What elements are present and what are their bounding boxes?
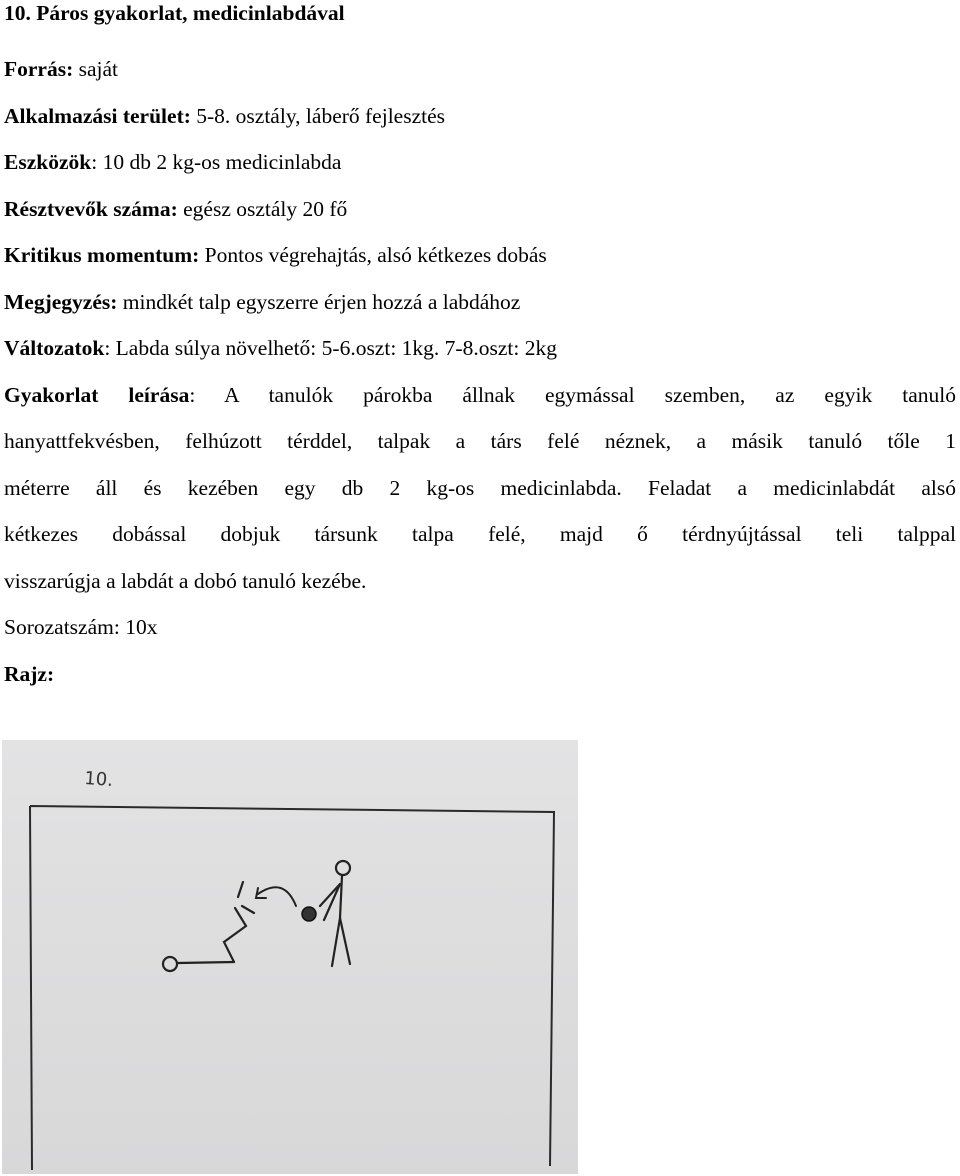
description-line-4: kétkezes dobással dobjuk társunk talpa felé, majd ő térdnyújtással teli talppal [4, 522, 956, 547]
lying-figure [163, 882, 254, 971]
area-row [4, 93, 956, 140]
medicine-ball [302, 907, 316, 921]
participants-label: Résztvevők száma: [4, 196, 178, 221]
source-value: saját [73, 57, 119, 81]
tools-row [4, 139, 956, 186]
tools-label: Eszközök [4, 150, 92, 174]
description-text-1: : A tanulók párokba állnak egymással szemben, az egyik tanuló [189, 382, 957, 407]
sketch-photo [2, 740, 578, 1174]
variants-label: Változatok [4, 336, 105, 360]
area-value: 5-8. osztály, láberő fejlesztés [190, 103, 446, 128]
exercise-title: 10. Páros gyakorlat, medicinlabdával [4, 1, 345, 25]
description-paragraph [4, 372, 956, 605]
description-line-3: méterre áll és kezében egy db 2 kg-os medicinlabda. Feladat a medicinlabdát alsó [4, 475, 956, 500]
source-label: Forrás: [4, 57, 74, 81]
note-row [4, 279, 956, 326]
note-label: Megjegyzés: [4, 289, 118, 314]
series-row: Sorozatszám: 10x [4, 615, 158, 640]
throw-arrow [256, 887, 296, 906]
participants-value: egész osztály 20 fő [177, 196, 348, 221]
drawing-label: Rajz: [4, 661, 55, 686]
critical-row [4, 232, 956, 279]
description-line-5: visszarúgja a labdát a dobó tanuló kezébe. [4, 568, 367, 593]
area-label: Alkalmazási terület: [4, 103, 191, 128]
tools-value: : 10 db 2 kg-os medicinlabda [91, 150, 342, 174]
participants-row [4, 186, 956, 233]
frame-lines [30, 806, 554, 1170]
sketch-drawing [2, 740, 578, 1174]
document [4, 0, 956, 697]
critical-value: Pontos végrehajtás, alsó kétkezes dobás [199, 243, 547, 267]
standing-figure [320, 861, 350, 966]
handwritten-number: 10. [83, 768, 114, 791]
variants-value: : Labda súlya növelhető: 5-6.oszt: 1kg. 7-8.oszt: 2kg [104, 336, 557, 360]
source-row [4, 46, 956, 93]
note-value: mindkét talp egyszerre érjen hozzá a labdához [117, 289, 521, 314]
description-line-1 [4, 372, 956, 419]
variants-row [4, 325, 956, 372]
description-line-2: hanyattfekvésben, felhúzott térddel, talpak a társ felé néznek, a másik tanuló tőle 1 [4, 429, 956, 454]
critical-label: Kritikus momentum: [4, 243, 200, 267]
description-label: Gyakorlat leírása [4, 382, 190, 407]
